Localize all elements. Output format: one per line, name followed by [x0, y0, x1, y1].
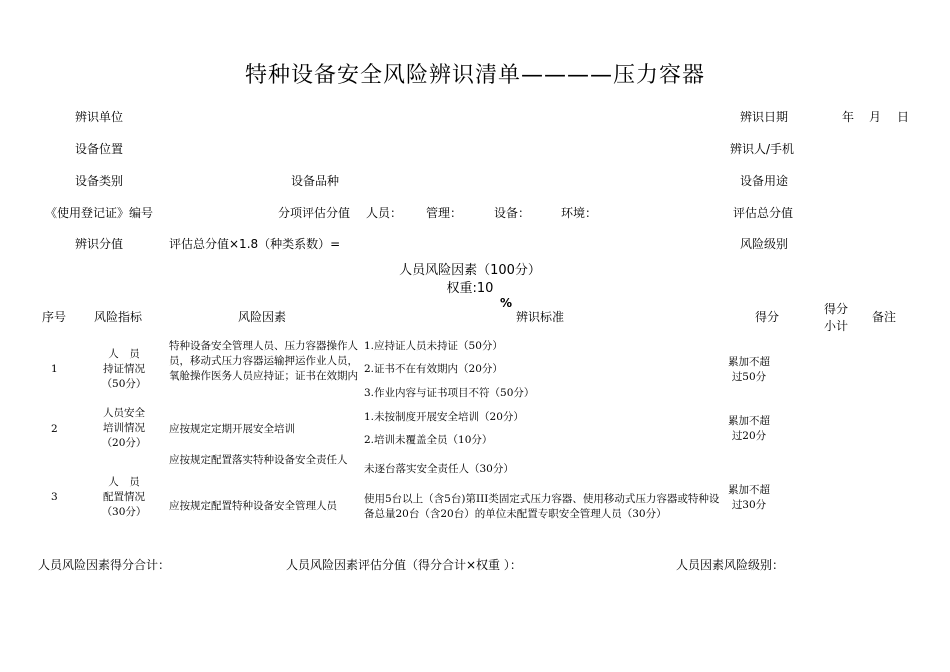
header-subtotal-2: 小计: [823, 319, 848, 333]
criteria-item: 使用5台以上（含5台)第III类固定式压力容器、使用移动式压力容器或特种设备总量20台（含20台）的单位未配置专职安全管理人员（30分）: [364, 493, 720, 520]
score-line-1: 累加不超: [728, 415, 770, 427]
criteria-item: 未逐台落实安全责任人（30分）: [364, 463, 514, 475]
date-label: 辨识日期: [740, 110, 789, 124]
score-line-2: 过50分: [731, 371, 767, 383]
footer-level: 人员因素风险级别：: [676, 558, 785, 572]
variety-label: 设备品种: [291, 174, 340, 188]
indicator-line-1: 人 员: [108, 348, 140, 360]
identifier-label: 辨识人/手机: [730, 142, 795, 156]
header-score: 得分: [755, 310, 780, 324]
risk-factor: 应按规定配置特种设备安全管理人员: [169, 500, 337, 512]
category-label: 设备类别: [75, 174, 124, 188]
total-score-label: 评估总分值: [733, 206, 794, 220]
risk-factor: 应按规定定期开展安全培训: [169, 423, 295, 435]
section-percent: %: [500, 296, 513, 310]
section-weight: 权重:10: [446, 281, 494, 296]
equipment-label: 设备：: [494, 206, 531, 220]
sub-score-label: 分项评估分值: [278, 206, 351, 220]
row-no: 1: [51, 363, 58, 375]
date-day: 日: [897, 110, 910, 124]
section-heading: 人员风险因素（100分）: [399, 263, 541, 278]
risk-factor: 特种设备安全管理人员、压力容器操作人员，移动式压力容器运输押运作业人员，氧舱操作医务人员应持证；证书在效期内: [169, 340, 358, 382]
footer-total: 人员风险因素得分合计：: [38, 558, 171, 572]
page-title: 特种设备安全风险辨识清单————压力容器: [244, 63, 705, 88]
criteria-item: 1.应持证人员未持证（50分）: [364, 340, 503, 352]
criteria-item: 2.培训未覆盖全员（10分）: [364, 434, 493, 446]
indicator-line-3: （50分）: [101, 378, 147, 390]
usage-label: 设备用途: [740, 174, 789, 188]
criteria-item: 1.未按制度开展安全培训（20分）: [364, 411, 524, 423]
location-label: 设备位置: [75, 142, 124, 156]
indicator-line-3: （30分）: [101, 506, 147, 518]
indicator-line-2: 培训情况: [103, 422, 145, 434]
indicator-line-2: 持证情况: [103, 363, 145, 375]
row-no: 2: [51, 423, 58, 435]
footer-eval: 人员风险因素评估分值（得分合计×权重 ）：: [286, 558, 522, 572]
indicator-line-2: 配置情况: [103, 491, 145, 503]
header-criteria: 辨识标准: [516, 310, 565, 324]
risk-factor: 应按规定配置落实特种设备安全责任人: [169, 454, 348, 466]
risk-level-label: 风险级别: [740, 237, 789, 251]
indicator-line-1: 人 员: [108, 476, 140, 488]
date-year: 年: [842, 110, 855, 124]
id-score-label: 辨识分值: [75, 237, 124, 251]
registration-label: 《使用登记证》编号: [45, 206, 154, 220]
date-month: 月: [869, 110, 882, 124]
criteria-item: 2.证书不在有效期内（20分）: [364, 363, 503, 375]
score-line-1: 累加不超: [728, 484, 770, 496]
environment-label: 环境：: [561, 206, 598, 220]
personnel-label: 人员：: [366, 206, 403, 220]
score-line-2: 过20分: [731, 430, 767, 442]
management-label: 管理：: [426, 206, 463, 220]
header-factor: 风险因素: [238, 310, 287, 324]
score-line-1: 累加不超: [728, 356, 770, 368]
indicator-line-3: （20分）: [101, 437, 147, 449]
score-line-2: 过30分: [731, 499, 767, 511]
header-remark: 备注: [872, 310, 897, 324]
unit-label: 辨识单位: [75, 110, 124, 124]
header-subtotal-1: 得分: [823, 302, 848, 316]
indicator-line-1: 人员安全: [103, 407, 145, 419]
formula-label: 评估总分值×1.8（种类系数）=: [169, 237, 341, 251]
criteria-item: 3.作业内容与证书项目不符（50分）: [364, 387, 535, 399]
row-no: 3: [51, 491, 58, 503]
header-no: 序号: [42, 310, 67, 324]
header-indicator: 风险指标: [94, 310, 143, 324]
